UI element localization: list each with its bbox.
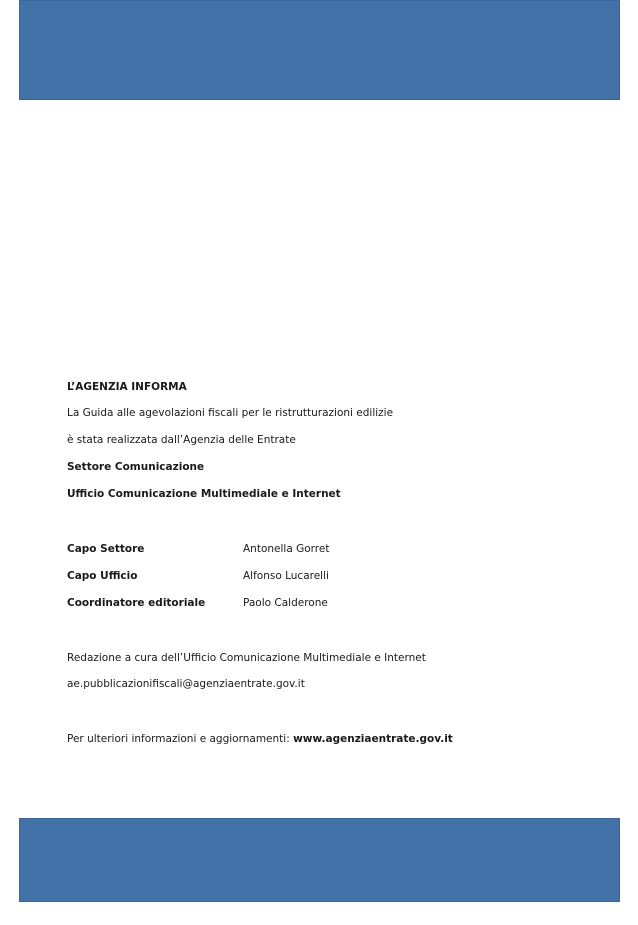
staff-name-capo-ufficio: Alfonso Lucarelli [243, 570, 329, 582]
editorial-note: Redazione a cura dell’Ufficio Comunicazione Multimediale e Internet [67, 652, 426, 664]
staff-role-coordinatore: Coordinatore editoriale [67, 597, 206, 609]
header-band [19, 0, 620, 100]
sector-name: Settore Comunicazione [67, 461, 205, 473]
staff-role-capo-ufficio: Capo Ufficio [67, 570, 138, 582]
section-heading: L’AGENZIA INFORMA [67, 381, 187, 393]
contact-email[interactable]: ae.pubblicazionifiscali@agenziaentrate.gov.it [67, 678, 305, 690]
staff-name-coordinatore: Paolo Calderone [243, 597, 328, 609]
staff-role-capo-settore: Capo Settore [67, 543, 145, 555]
footer-band [19, 818, 620, 902]
intro-line-1: La Guida alle agevolazioni fiscali per le ristrutturazioni edilizie [67, 407, 394, 419]
staff-name-capo-settore: Antonella Gorret [243, 543, 330, 555]
website-link[interactable]: www.agenziaentrate.gov.it [293, 733, 453, 745]
more-info-line [67, 733, 453, 746]
more-info-label: Per ulteriori informazioni e aggiornamenti: [67, 733, 294, 745]
office-name: Ufficio Comunicazione Multimediale e Internet [67, 488, 341, 500]
intro-line-2: è stata realizzata dall’Agenzia delle Entrate [67, 434, 296, 446]
